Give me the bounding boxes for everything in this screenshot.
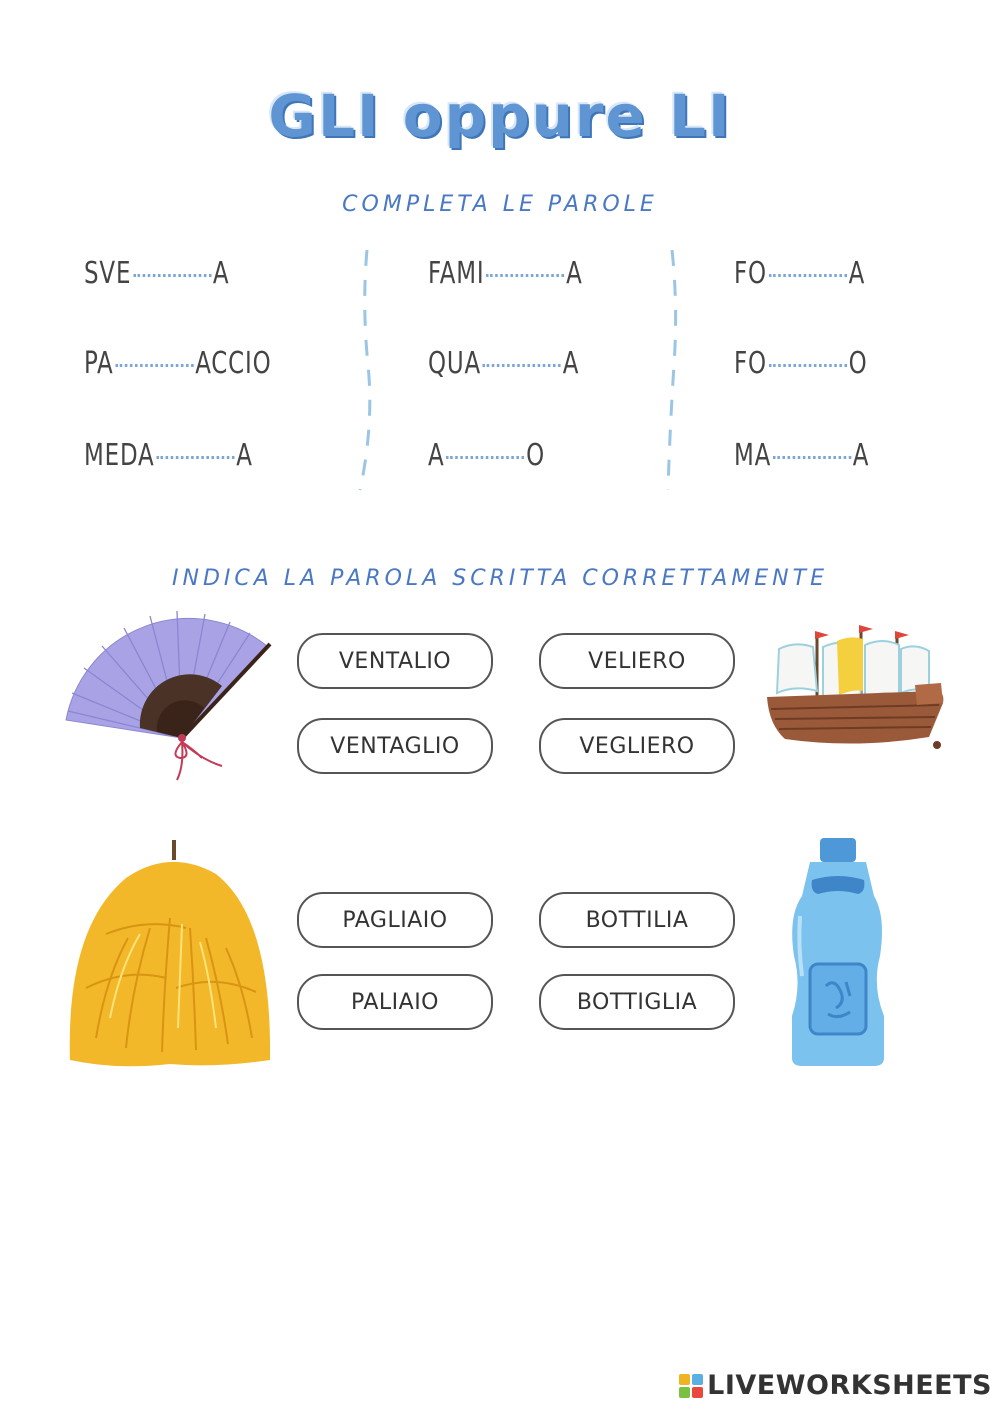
choice-bottilia[interactable]: BOTTILIA <box>539 892 735 948</box>
word-suffix: A <box>848 256 866 291</box>
word-suffix: O <box>848 346 868 381</box>
blank-line[interactable] <box>156 456 234 459</box>
blank-line[interactable] <box>769 364 847 367</box>
word-item[interactable] <box>84 256 229 291</box>
choice-ventalio[interactable]: VENTALIO <box>297 633 493 689</box>
blank-line[interactable] <box>773 456 851 459</box>
word-item[interactable] <box>734 256 865 291</box>
word-prefix: MA <box>734 438 772 473</box>
blank-line[interactable] <box>133 274 211 277</box>
word-item[interactable] <box>428 438 545 473</box>
choice-pagliaio[interactable]: PAGLIAIO <box>297 892 493 948</box>
fan-icon <box>62 608 277 788</box>
word-prefix: PA <box>84 346 114 381</box>
blank-line[interactable] <box>115 364 193 367</box>
word-prefix: FAMI <box>428 256 485 291</box>
choice-ventaglio[interactable]: VENTAGLIO <box>297 718 493 774</box>
word-suffix: A <box>236 438 253 473</box>
word-item[interactable] <box>734 346 867 381</box>
word-prefix: MEDA <box>84 438 155 473</box>
section-heading-choose: INDICA LA PAROLA SCRITTA CORRETTAMENTE <box>172 566 828 591</box>
word-suffix: O <box>526 438 546 473</box>
column-divider <box>350 245 380 495</box>
word-prefix: SVE <box>84 256 132 291</box>
page-title: GLI oppure LI <box>268 82 732 150</box>
blank-line[interactable] <box>769 274 847 277</box>
choice-bottiglia[interactable]: BOTTIGLIA <box>539 974 735 1030</box>
word-suffix: A <box>212 256 230 291</box>
word-suffix: A <box>562 346 580 381</box>
word-prefix: FO <box>734 256 767 291</box>
word-suffix: A <box>566 256 583 291</box>
column-divider <box>660 245 690 495</box>
bottle-icon <box>788 836 888 1068</box>
word-prefix: A <box>428 438 445 473</box>
word-item[interactable] <box>84 346 272 381</box>
liveworksheets-logo <box>679 1370 992 1401</box>
choice-vegliero[interactable]: VEGLIERO <box>539 718 735 774</box>
word-item[interactable] <box>428 346 579 381</box>
word-prefix: QUA <box>428 346 482 381</box>
blank-line[interactable] <box>446 456 524 459</box>
logo-mark-icon <box>679 1374 703 1398</box>
word-item[interactable] <box>734 438 869 473</box>
blank-line[interactable] <box>483 364 561 367</box>
word-item[interactable] <box>84 438 253 473</box>
ship-icon <box>765 625 950 760</box>
haystack-icon <box>66 838 274 1070</box>
logo-text: LIVEWORKSHEETS <box>707 1370 992 1401</box>
word-suffix: A <box>852 438 870 473</box>
choice-paliaio[interactable]: PALIAIO <box>297 974 493 1030</box>
word-suffix: ACCIO <box>195 346 272 381</box>
word-item[interactable] <box>428 256 583 291</box>
blank-line[interactable] <box>486 274 564 277</box>
choice-veliero[interactable]: VELIERO <box>539 633 735 689</box>
word-prefix: FO <box>734 346 767 381</box>
section-heading-complete: COMPLETA LE PAROLE <box>342 192 658 217</box>
